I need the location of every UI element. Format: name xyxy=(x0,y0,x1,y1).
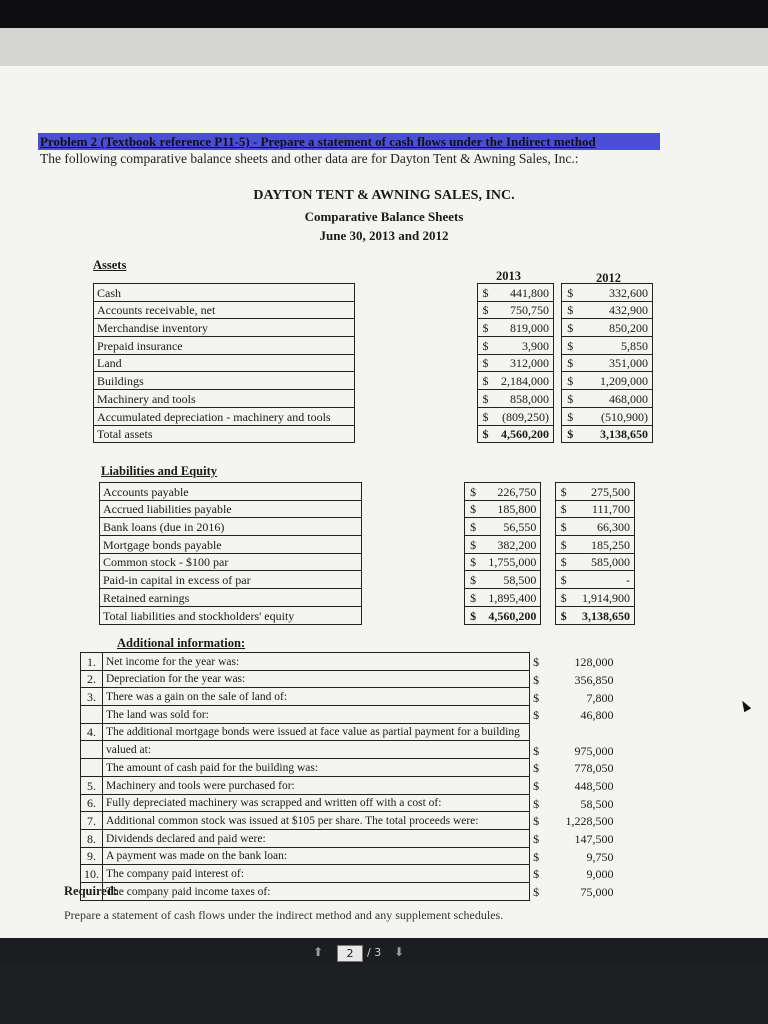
amount-value: 3,138,650 xyxy=(600,427,648,442)
12-amount-cell xyxy=(562,354,653,372)
dollar-sign: $ xyxy=(470,608,477,623)
spacer xyxy=(554,284,562,302)
amount-value: 3,900 xyxy=(522,338,550,353)
amount-value: 2,184,000 xyxy=(501,374,550,389)
spacer xyxy=(554,319,562,337)
row-label: Total assets xyxy=(94,425,355,443)
table-row xyxy=(100,571,635,589)
info-number: 5. xyxy=(81,776,103,794)
13-amount-cell xyxy=(465,518,541,536)
info-dollar: $ xyxy=(533,867,540,882)
amount-value: 3,138,650 xyxy=(582,608,630,623)
12-amount-cell xyxy=(555,483,634,501)
dollar-sign: $ xyxy=(470,484,477,499)
spacer xyxy=(541,571,555,589)
info-text: Depreciation for the year was: xyxy=(103,670,530,688)
amount-value: 1,209,000 xyxy=(600,374,648,389)
col-2013-header: 2013 xyxy=(496,269,521,283)
info-text: Net income for the year was: xyxy=(103,653,530,671)
row-label: Machinery and tools xyxy=(94,390,355,408)
row-label: Total liabilities and stockholders' equity xyxy=(100,606,362,624)
spacer xyxy=(554,301,562,319)
13-amount-cell xyxy=(465,589,541,607)
dollar-sign: $ xyxy=(560,537,567,552)
spacer xyxy=(541,500,555,518)
12-amount-cell xyxy=(555,606,634,624)
12-amount-cell xyxy=(562,390,653,408)
spacer xyxy=(362,606,465,624)
13-amount-cell xyxy=(465,536,541,554)
spacer xyxy=(355,390,477,408)
spacer xyxy=(355,284,477,302)
dollar-sign: $ xyxy=(560,573,567,588)
info-amount: 75,000 xyxy=(580,885,614,900)
table-row xyxy=(94,372,653,390)
spacer xyxy=(362,553,465,571)
info-dollar: $ xyxy=(533,655,540,670)
viewer-toolbar-area xyxy=(0,28,768,66)
info-amount: 356,850 xyxy=(574,672,614,687)
dollar-sign: $ xyxy=(482,427,489,442)
info-dollar: $ xyxy=(533,779,540,793)
amount-value: 185,800 xyxy=(497,502,537,517)
amount-value: 441,800 xyxy=(510,285,550,300)
dollar-sign: $ xyxy=(470,573,477,588)
spacer xyxy=(554,354,562,372)
spacer xyxy=(355,301,477,319)
13-amount-cell xyxy=(477,337,554,355)
12-amount-cell xyxy=(555,589,634,607)
12-amount-cell xyxy=(555,571,634,589)
liabilities-heading: Liabilities and Equity xyxy=(101,464,218,478)
row-label: Merchandise inventory xyxy=(94,319,355,337)
dollar-sign: $ xyxy=(482,338,489,353)
table-row xyxy=(94,284,653,302)
spacer xyxy=(541,606,555,624)
amount-value: 56,550 xyxy=(503,520,537,535)
info-row xyxy=(81,882,617,900)
13-amount-cell xyxy=(465,500,541,518)
13-amount-cell xyxy=(477,301,554,319)
monitor-bezel-top xyxy=(0,0,768,28)
spacer xyxy=(362,483,465,501)
spacer xyxy=(541,553,555,571)
table-row xyxy=(100,536,635,554)
info-dollar: $ xyxy=(533,832,540,847)
dollar-sign: $ xyxy=(482,356,489,371)
info-amount: 7,800 xyxy=(586,690,614,705)
info-text: valued at: xyxy=(103,741,530,759)
spacer xyxy=(355,354,477,372)
info-row xyxy=(81,776,617,794)
info-text: Dividends declared and paid were: xyxy=(103,829,530,847)
info-row xyxy=(81,847,617,865)
dollar-sign: $ xyxy=(560,502,567,517)
info-amount: 147,500 xyxy=(574,832,614,847)
info-number: 7. xyxy=(81,812,103,830)
13-amount-cell xyxy=(465,606,541,624)
spacer xyxy=(554,337,562,355)
table-row xyxy=(94,337,653,355)
13-amount-cell xyxy=(477,425,554,443)
info-dollar: $ xyxy=(533,814,540,829)
required-heading: Required: xyxy=(64,884,118,898)
spacer xyxy=(355,372,477,390)
info-amount: 9,000 xyxy=(586,867,614,882)
row-label: Common stock - $100 par xyxy=(100,553,362,571)
monitor-bezel-bottom xyxy=(0,964,768,1024)
info-row xyxy=(81,670,617,688)
amount-value: 819,000 xyxy=(510,321,550,336)
info-dollar: $ xyxy=(533,690,540,705)
info-text: A payment was made on the bank loan: xyxy=(103,847,530,865)
row-label: Accrued liabilities payable xyxy=(100,500,362,518)
12-amount-cell xyxy=(555,500,634,518)
13-amount-cell xyxy=(477,319,554,337)
12-amount-cell xyxy=(562,301,653,319)
12-amount-cell xyxy=(555,536,634,554)
info-row xyxy=(81,706,617,724)
table-row xyxy=(100,500,635,518)
amount-value: 585,000 xyxy=(591,555,630,570)
spacer xyxy=(362,589,465,607)
info-text: Additional common stock was issued at $105 per share. The total proceeds were: xyxy=(103,812,530,830)
amount-value: 66,300 xyxy=(597,520,630,535)
13-amount-cell xyxy=(477,390,554,408)
13-amount-cell xyxy=(477,354,554,372)
info-number: 6. xyxy=(81,794,103,812)
row-label: Accounts receivable, net xyxy=(94,301,355,319)
table-row xyxy=(94,319,653,337)
info-text: The land was sold for: xyxy=(103,706,530,724)
12-amount-cell xyxy=(562,284,653,302)
spacer xyxy=(355,319,477,337)
info-amount xyxy=(544,723,617,741)
info-dollar xyxy=(530,723,544,741)
row-label: Accounts payable xyxy=(100,483,362,501)
info-dollar: $ xyxy=(533,743,540,758)
row-label: Buildings xyxy=(94,372,355,390)
info-number: 10. xyxy=(81,865,103,883)
table-row xyxy=(100,553,635,571)
dollar-sign: $ xyxy=(470,537,477,552)
info-number: 1. xyxy=(81,653,103,671)
amount-value: 5,850 xyxy=(621,338,648,353)
dollar-sign: $ xyxy=(482,391,489,406)
info-row xyxy=(81,741,617,759)
amount-value: 850,200 xyxy=(609,321,648,336)
dollar-sign: $ xyxy=(470,555,477,570)
info-row xyxy=(81,759,617,777)
13-amount-cell xyxy=(465,483,541,501)
dollar-sign: $ xyxy=(567,338,574,353)
row-label: Paid-in capital in excess of par xyxy=(100,571,362,589)
info-dollar: $ xyxy=(533,761,540,776)
additional-heading: Additional information: xyxy=(117,636,246,650)
13-amount-cell xyxy=(465,553,541,571)
info-amount: 9,750 xyxy=(586,849,614,864)
problem-title: Problem 2 (Textbook reference P11-5) - Prepare a statement of cash flows under the Indirect method xyxy=(40,134,596,149)
table-row xyxy=(100,606,635,624)
statement-dates: June 30, 2013 and 2012 xyxy=(319,228,449,243)
spacer xyxy=(362,518,465,536)
spacer xyxy=(541,536,555,554)
info-number: 2. xyxy=(81,670,103,688)
12-amount-cell xyxy=(562,425,653,443)
info-amount: 128,000 xyxy=(574,655,614,670)
dollar-sign: $ xyxy=(567,285,574,300)
dollar-sign: $ xyxy=(482,409,489,424)
dollar-sign: $ xyxy=(567,303,574,318)
info-dollar: $ xyxy=(533,885,540,900)
13-amount-cell xyxy=(477,407,554,425)
amount-value: 4,560,200 xyxy=(488,608,537,623)
spacer xyxy=(362,536,465,554)
12-amount-cell xyxy=(562,337,653,355)
spacer xyxy=(355,425,477,443)
info-dollar: $ xyxy=(533,849,540,864)
info-text: There was a gain on the sale of land of: xyxy=(103,688,530,706)
table-row xyxy=(94,407,653,425)
info-amount: 778,050 xyxy=(574,761,614,776)
amount-value: (809,250) xyxy=(502,409,550,424)
assets-heading: Assets xyxy=(93,258,127,272)
13-amount-cell xyxy=(465,571,541,589)
info-row xyxy=(81,688,617,706)
info-number xyxy=(81,706,103,724)
spacer xyxy=(554,407,562,425)
dollar-sign: $ xyxy=(567,427,574,442)
additional-info-table xyxy=(80,652,617,901)
spacer xyxy=(362,500,465,518)
amount-value: 275,500 xyxy=(591,484,630,499)
info-text: The company paid interest of: xyxy=(103,865,530,883)
spacer xyxy=(541,483,555,501)
table-row xyxy=(100,589,635,607)
13-amount-cell xyxy=(477,284,554,302)
spacer xyxy=(362,571,465,589)
info-dollar: $ xyxy=(533,672,540,687)
spacer xyxy=(355,407,477,425)
info-row xyxy=(81,829,617,847)
table-row xyxy=(94,301,653,319)
info-number xyxy=(81,741,103,759)
table-row xyxy=(100,483,635,501)
dollar-sign: $ xyxy=(482,374,489,389)
dollar-sign: $ xyxy=(567,391,574,406)
col-2012-header: 2012 xyxy=(596,271,621,285)
dollar-sign: $ xyxy=(567,374,574,389)
table-row xyxy=(100,518,635,536)
table-row xyxy=(94,354,653,372)
amount-value: 312,000 xyxy=(510,356,550,371)
amount-value: 58,500 xyxy=(503,573,537,588)
spacer xyxy=(355,337,477,355)
dollar-sign: $ xyxy=(560,555,567,570)
info-row xyxy=(81,794,617,812)
dollar-sign: $ xyxy=(567,409,574,424)
amount-value: 1,755,000 xyxy=(488,555,537,570)
page-total: / 3 xyxy=(367,946,382,959)
info-number: 4. xyxy=(81,723,103,741)
dollar-sign: $ xyxy=(482,285,489,300)
amount-value: - xyxy=(626,573,630,588)
amount-value: 858,000 xyxy=(510,391,550,406)
amount-value: 750,750 xyxy=(510,303,550,318)
dollar-sign: $ xyxy=(567,321,574,336)
info-amount: 448,500 xyxy=(574,779,614,793)
12-amount-cell xyxy=(562,372,653,390)
page-navigator xyxy=(0,944,768,964)
row-label: Prepaid insurance xyxy=(94,337,355,355)
13-amount-cell xyxy=(477,372,554,390)
dollar-sign: $ xyxy=(567,356,574,371)
row-label: Retained earnings xyxy=(100,589,362,607)
dollar-sign: $ xyxy=(482,303,489,318)
dollar-sign: $ xyxy=(560,484,567,499)
next-page-icon[interactable]: ⬇ xyxy=(394,945,405,959)
dollar-sign: $ xyxy=(470,520,477,535)
spacer xyxy=(554,390,562,408)
spacer xyxy=(554,425,562,443)
12-amount-cell xyxy=(555,553,634,571)
amount-value: 226,750 xyxy=(497,484,537,499)
info-text: Machinery and tools were purchased for: xyxy=(103,776,530,794)
info-row xyxy=(81,723,617,741)
amount-value: 111,700 xyxy=(591,502,630,517)
info-amount: 975,000 xyxy=(574,743,614,758)
assets-table xyxy=(93,283,653,443)
amount-value: 432,900 xyxy=(609,303,648,318)
info-dollar: $ xyxy=(533,796,540,811)
dollar-sign: $ xyxy=(470,590,477,605)
amount-value: 1,895,400 xyxy=(488,590,537,605)
amount-value: 468,000 xyxy=(609,391,648,406)
intro-text: The following comparative balance sheets and other data are for Dayton Tent & Awning Sales, Inc.: xyxy=(40,151,579,166)
row-label: Bank loans (due in 2016) xyxy=(100,518,362,536)
info-row xyxy=(81,812,617,830)
info-row xyxy=(81,653,617,671)
row-label: Cash xyxy=(94,284,355,302)
info-amount: 46,800 xyxy=(580,708,614,723)
12-amount-cell xyxy=(555,518,634,536)
dollar-sign: $ xyxy=(470,502,477,517)
amount-value: 382,200 xyxy=(497,537,537,552)
amount-value: 1,914,900 xyxy=(582,590,630,605)
info-text: The amount of cash paid for the building was: xyxy=(103,759,530,777)
12-amount-cell xyxy=(562,319,653,337)
amount-value: 185,250 xyxy=(591,537,630,552)
table-row xyxy=(94,390,653,408)
dollar-sign: $ xyxy=(560,608,567,623)
spacer xyxy=(541,518,555,536)
spacer xyxy=(541,589,555,607)
info-amount: 1,228,500 xyxy=(565,814,614,829)
12-amount-cell xyxy=(562,407,653,425)
page-number-input[interactable]: 2 xyxy=(337,945,363,962)
table-row xyxy=(94,425,653,443)
dollar-sign: $ xyxy=(482,321,489,336)
company-name: DAYTON TENT & AWNING SALES, INC. xyxy=(253,188,515,203)
required-text: Prepare a statement of cash flows under the indirect method and any supplement schedules. xyxy=(64,908,504,922)
amount-value: 351,000 xyxy=(609,356,648,371)
info-text: The company paid income taxes of: xyxy=(103,882,530,900)
info-text: Fully depreciated machinery was scrapped and written off with a cost of: xyxy=(103,794,530,812)
row-label: Land xyxy=(94,354,355,372)
liabilities-table xyxy=(99,482,635,625)
dollar-sign: $ xyxy=(560,590,567,605)
info-number: 3. xyxy=(81,688,103,706)
info-amount: 58,500 xyxy=(580,796,614,811)
amount-value: 4,560,200 xyxy=(501,427,550,442)
info-number: 9. xyxy=(81,847,103,865)
statement-title: Comparative Balance Sheets xyxy=(304,209,464,224)
spacer xyxy=(554,372,562,390)
info-text: The additional mortgage bonds were issued at face value as partial payment for a building xyxy=(103,723,530,741)
previous-page-icon[interactable]: ⬆ xyxy=(313,945,324,959)
info-number xyxy=(81,759,103,777)
row-label: Accumulated depreciation - machinery and tools xyxy=(94,407,355,425)
dollar-sign: $ xyxy=(560,520,567,535)
amount-value: (510,900) xyxy=(601,409,648,424)
info-row xyxy=(81,865,617,883)
info-dollar: $ xyxy=(533,708,540,723)
row-label: Mortgage bonds payable xyxy=(100,536,362,554)
amount-value: 332,600 xyxy=(609,285,648,300)
info-number: 8. xyxy=(81,829,103,847)
